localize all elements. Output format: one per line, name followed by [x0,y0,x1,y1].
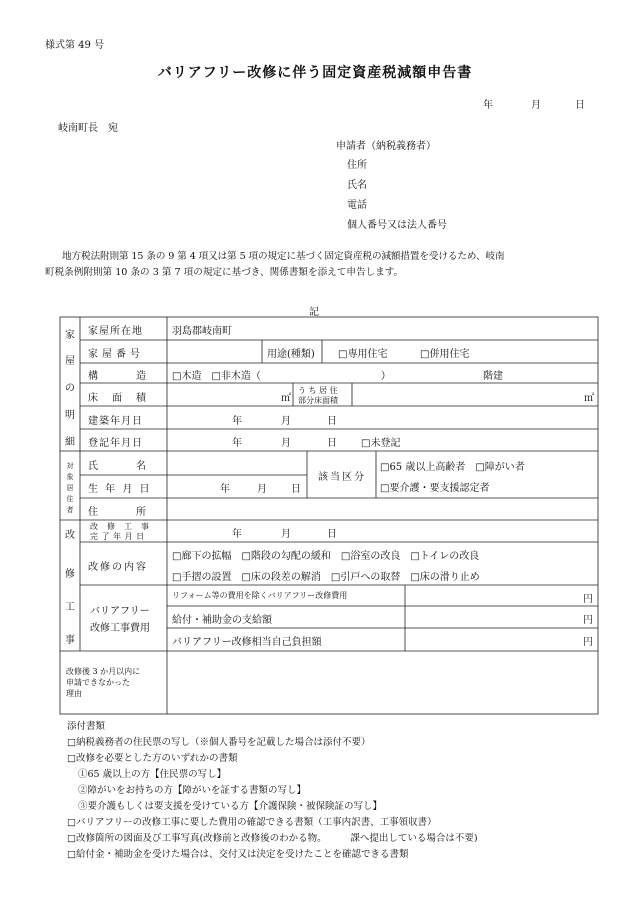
completion-label-2: 完 了 年 月 日 [90,532,145,541]
side-renovation-char-2: 修 [65,569,75,580]
addressee: 岐南町長 宛 [58,123,118,134]
registered-date-day: 日 [327,438,337,449]
date-month: 月 [531,100,541,111]
renovation-content-label: 改修の内容 [88,562,148,573]
attachment-item-5: ③要介護もしくは要支援を受けている方【介護保険・被保険証の写し】 [78,801,383,812]
applicant-name-label: 氏名 [347,180,367,191]
side-house-char-2: 屋 [65,356,75,367]
body-text-line-1: 地方税法附則第 15 条の 9 第 4 項又は第 5 項の規定に基づく固定資産税の減額措置を受けるため、岐南 [62,251,505,262]
side-house-char-4: 明 [65,410,75,421]
resident-address-label: 住 所 [88,507,148,518]
attachment-item-1: □納税義務者の住民票の写し（※個人番号を記載した場合は添付不要） [67,737,371,748]
house-structure-label: 構 造 [88,371,148,382]
side-house-char-1: 家 [65,330,75,341]
side-resident-char-2: 象 [66,473,74,481]
ki-label: 記 [309,307,319,318]
built-date-label: 建築年月日 [88,416,143,427]
resident-category-label: 該当区分 [318,472,366,483]
resident-category-row-1[interactable]: □65 歳以上高齢者 □障がい者 [380,462,525,473]
side-renovation-char-4: 事 [65,635,75,646]
side-resident-char-1: 対 [66,462,74,470]
house-use-option-combined[interactable]: □併用住宅 [420,349,470,360]
page-title: バリアフリー改修に伴う固定資産税減額申告書 [157,65,473,81]
applicant-label: 申請者（納税義務者） [336,141,436,152]
reason-label-1: 改修後 3 か月以内に [66,667,141,676]
house-location-label: 家屋所在地 [88,326,143,337]
attachment-item-4: ②障がいをお持ちの方【障がいを証する書類の写し】 [78,785,307,796]
completion-year: 年 [232,529,242,540]
reason-label-2: 申請できなかった [66,678,130,687]
living-area-unit: ㎡ [584,393,594,404]
cost-row-3-label: バリアフリー改修相当自己負担額 [172,637,322,648]
house-use-label: 用途(種類) [267,349,315,360]
date-year: 年 [483,100,493,111]
date-day: 日 [575,100,585,111]
unregistered-checkbox[interactable]: □未登記 [361,438,401,449]
body-text-line-2: 町税条例附則第 10 条の 3 第 7 項の規定に基づき、関係書類を添えて申告します。 [45,267,404,278]
side-renovation-char-3: 工 [65,602,75,613]
house-structure-options[interactable]: □木造 □非木造（ ） [172,371,391,382]
resident-birth-day: 日 [291,484,301,495]
resident-category-row-2[interactable]: □要介護・要支援認定者 [380,483,490,494]
house-area-unit: ㎡ [281,393,291,404]
cost-row-1-yen: 円 [583,594,593,605]
side-resident-char-5: 者 [66,506,74,514]
living-area-label-2: 部分床面積 [298,396,338,405]
cost-row-3-yen: 円 [583,637,593,648]
registered-date-month: 月 [281,438,291,449]
completion-day: 日 [327,529,337,540]
attachment-item-2: □改修を必要とした方のいずれかの書類 [67,753,238,764]
built-date-year: 年 [232,416,242,427]
registered-date-year: 年 [232,438,242,449]
side-resident-char-4: 住 [66,495,74,503]
resident-birth-month: 月 [257,484,267,495]
cost-row-1-label: リフォーム等の費用を除くバリアフリー改修費用 [172,591,348,600]
cost-label-1: バリアフリー [90,606,150,617]
completion-month: 月 [281,529,291,540]
house-number-label: 家屋番号 [88,349,144,360]
attachment-item-7: □改修箇所の図面及び工事写真(改修前と改修後のわかる物。 課へ提出している場合は不要) [67,833,478,844]
side-house-char-5: 細 [65,437,75,448]
attachment-item-3: ①65 歳以上の方【住民票の写し】 [78,769,227,780]
built-date-month: 月 [281,416,291,427]
attachment-item-6: □バリアフリーの改修工事に要した費用の確認できる書類（工事内訳書、工事領収書） [67,817,437,828]
side-renovation-char-1: 改 [65,530,75,541]
resident-birth-year: 年 [220,484,230,495]
side-resident-char-3: 居 [66,484,74,492]
completion-label-1: 改 修 工 事 [90,522,150,531]
registered-date-label: 登記年月日 [88,438,143,449]
reason-label-3: 理由 [66,689,82,698]
cost-row-2-yen: 円 [583,615,593,626]
attachments-heading: 添付書類 [67,721,106,732]
resident-birth-label: 生 年 月 日 [88,484,152,495]
applicant-phone-label: 電話 [347,200,367,211]
living-area-label-1: う ち 居 住 [298,386,338,395]
house-location-value[interactable]: 羽島郡岐南町 [172,326,232,337]
cost-row-2-label: 給付・補助金の支給額 [172,615,272,626]
attachment-item-8: □給付金・補助金を受けた場合は、交付又は決定を受けたことを確認できる書類 [67,849,409,860]
cost-label-2: 改修工事費用 [90,623,150,634]
side-house-char-3: の [65,383,75,394]
built-date-day: 日 [327,416,337,427]
applicant-address-label: 住所 [347,160,367,171]
renovation-content-row-1[interactable]: □廊下の拡幅 □階段の勾配の緩和 □浴室の改良 □トイレの改良 [172,551,480,562]
resident-name-label: 氏 名 [88,461,148,472]
house-area-label: 床 面 積 [88,393,148,404]
form-number: 様式第 49 号 [45,40,105,51]
applicant-id-label: 個人番号又は法人番号 [347,220,447,231]
house-floors-label: 階建 [483,371,503,382]
renovation-content-row-2[interactable]: □手摺の設置 □床の段差の解消 □引戸への取替 □床の滑り止め [172,572,480,583]
house-use-option-exclusive[interactable]: □専用住宅 [338,349,388,360]
